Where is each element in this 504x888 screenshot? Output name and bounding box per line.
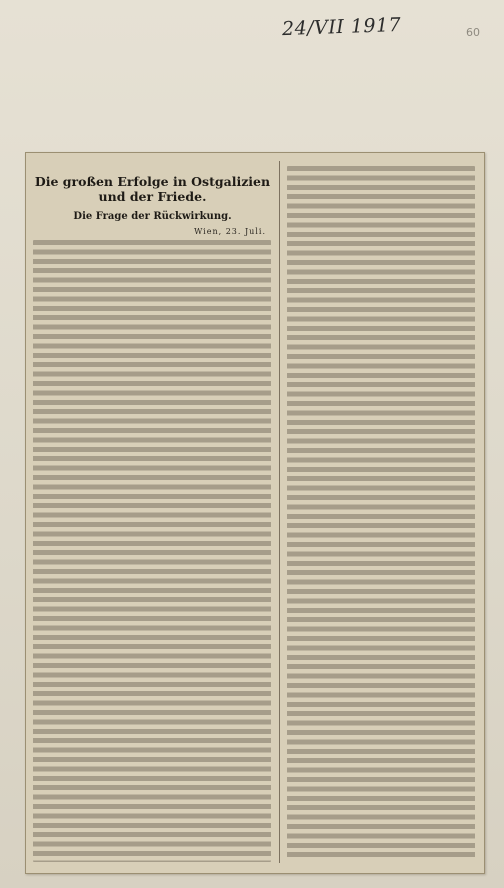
column-divider bbox=[279, 161, 280, 863]
article-column-left bbox=[29, 160, 276, 866]
article-headline: Die großen Erfolge in Ostgalizien und der Friede. bbox=[34, 174, 271, 204]
page-number: 60 bbox=[466, 26, 480, 39]
newspaper-clipping bbox=[25, 152, 485, 874]
handwritten-date: 24/VII 1917 bbox=[281, 13, 402, 41]
article-subheadline: Die Frage der Rückwirkung. bbox=[73, 211, 232, 222]
article-column-right bbox=[284, 160, 479, 866]
article-body-text-right bbox=[287, 166, 475, 860]
article-dateline: Wien, 23. Juli. bbox=[194, 227, 266, 236]
article-body-text-left bbox=[33, 240, 271, 862]
